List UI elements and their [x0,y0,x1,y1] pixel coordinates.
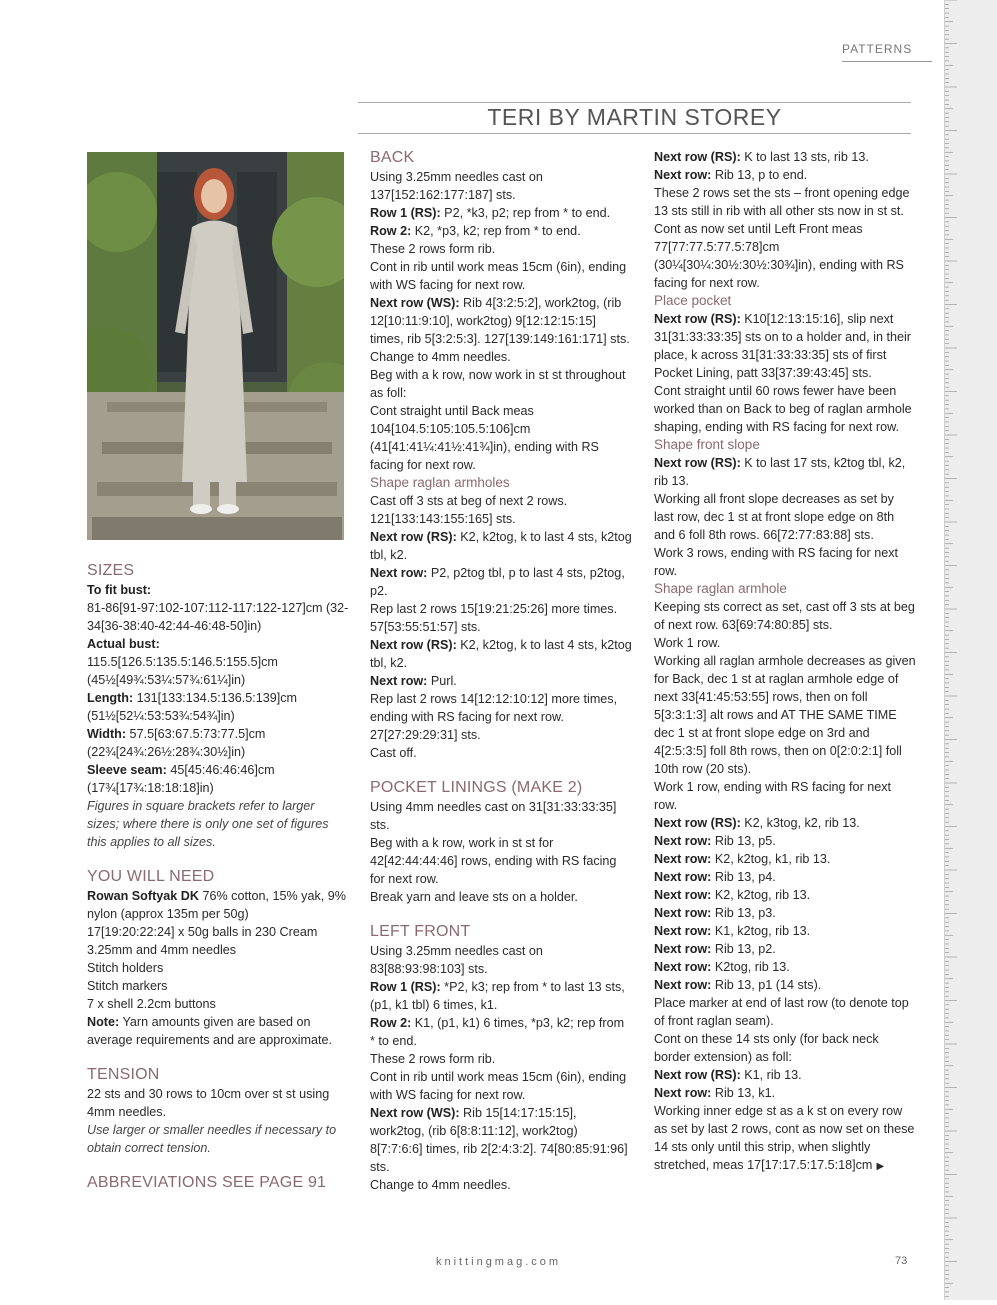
heading-pocket-linings: POCKET LININGS (MAKE 2) [370,779,583,796]
ruler [944,0,997,1300]
page-number: 73 [895,1255,908,1267]
right-column: Next row (RS): K to last 13 sts, rib 13. Next row: Rib 13, p to end. These 2 rows set the sts – front opening edge 13 sts still in rib with all other sts now in st st. Cont as now set until Left Front meas 77[77:77.5:77.5:78]cm (30¼[30¼:30½:30½:30¾]in), ending with RS facing for next row. Place pocket Next row (RS): K10[12:13:15:16], slip next 31[31:33:33:35] sts on to a holder and, in their place, k across 31[31:33:33:35] sts of first Pocket Lining, patt 33[37:39:43:45] sts. Cont straight until 60 rows fewer have been worked than on Back to beg of raglan armhole shaping, ending with RS facing for next row. Shape front slope Next row (RS): K to last 17 sts, k2tog tbl, k2, rib 13. Working all front slope decreases as set by last row, dec 1 st at front slope edge on 8th and 6 foll 8th rows. 66[72:77:83:88] sts. Work 3 rows, ending with RS facing for next row. Shape raglan armhole Keeping sts correct as set, cast off 3 sts at beg of next row. 63[69:74:80:85] sts. Work 1 row. Working all raglan armhole decreases as given for Back, dec 1 st at raglan armhole edge of next 33[41:45:53:55] rows, then on foll 5[3:3:1:3] alt rows and AT THE SAME TIME dec 1 st at front slope edge on 3rd and 4[2:5:3:5] foll 8th rows, then on 0[2:0:2:1] foll 10th row (20 sts). Work 1 row, ending with RS facing for next row. Next row (RS): K2, k3tog, k2, rib 13. Next row: Rib 13, p5. Next row: K2, k2tog, k1, rib 13. Next row: Rib 13, p4. Next row: K2, k2tog, rib 13. Next row: Rib 13, p3. Next row: K1, k2tog, rib 13. Next row: Rib 13, p2. Next row: K2tog, rib 13. Next row: Rib 13, p1 (14 sts). Place marker at end of last row (to denote top of front raglan seam). Cont on these 14 sts only (for back neck border extension) as foll: Next row (RS): K1, rib 13. Next row: Rib 13, k1. Working inner edge st as a k st on every row as set by last 2 rows, cont as now set on these 14 sts only until this strip, when slightly stretched, meas 17[17:17.5:17.5:18]cm ▶ [654,150,916,1172]
subheading-raglan: Shape raglan armholes [370,475,510,490]
heading-abbreviations: ABBREVIATIONS SEE PAGE 91 [87,1174,327,1191]
heading-tension: TENSION [87,1066,160,1083]
page-title: TERI BY MARTIN STOREY [487,104,782,130]
heading-you-will-need: YOU WILL NEED [87,868,215,885]
subheading-front-slope: Shape front slope [654,437,760,452]
continue-arrow-icon: ▶ [876,1161,885,1172]
divider [358,133,911,134]
section-tag: PATTERNS [842,42,913,56]
heading-sizes: SIZES [87,562,135,579]
subheading-raglan-armhole: Shape raglan armhole [654,581,787,596]
model-photo [87,152,344,540]
divider [358,102,911,103]
heading-back: BACK [370,149,415,166]
subheading-place-pocket: Place pocket [654,293,732,308]
middle-column: BACK Using 3.25mm needles cast on 137[152:162:177:187] sts. Row 1 (RS): P2, *k3, p2; rep from * to end. Row 2: K2, *p3, k2; rep from * to end. These 2 rows form rib. Cont in rib until work meas 15cm (6in), ending with WS facing for next row. Next row (WS): Rib 4[3:2:5:2], work2tog, (rib 12[10:11:9:10], work2tog) 9[12:12:15:15] times, rib 5[3:2:5:3]. 127[139:149:161:171] sts. Change to 4mm needles. Beg with a k row, now work in st st throughout as foll: Cont straight until Back meas 104[104.5:105:105.5:106]cm (41[41:41¼:41½:41¾]in), ending with RS facing for next row. Shape raglan armholes Cast off 3 sts at beg of next 2 rows. 121[133:143:155:165] sts. Next row (RS): K2, k2tog, k to last 4 sts, k2tog tbl, k2. Next row: P2, p2tog tbl, p to last 4 sts, p2tog, p2. Rep last 2 rows 15[19:21:25:26] more times. 57[53:55:51:57] sts. Next row (RS): K2, k2tog, k to last 4 sts, k2tog tbl, k2. Next row: Purl. Rep last 2 rows 14[12:12:10:12] more times, ending with RS facing for next row. 27[27:29:29:31] sts. Cast off. POCKET LININGS (MAKE 2) Using 4mm needles cast on 31[31:33:33:35] sts. Beg with a k row, work in st st for 42[42:44:44:46] rows, ending with RS facing for next row. Break yarn and leave sts on a holder. LEFT FRONT Using 3.25mm needles cast on 83[88:93:98:103] sts. Row 1 (RS): *P2, k3; rep from * to last 13 sts, (p1, k1 tbl) 6 times, k1. Row 2: K1, (p1, k1) 6 times, *p3, k2; rep from * to end. These 2 rows form rib. Cont in rib until work meas 15cm (6in), ending with WS facing for next row. Next row (WS): Rib 15[14:17:15:15], work2tog, (rib 6[8:8:11:12], work2tog) 8[7:7:6:6] times, rib 2[2:4:3:2]. 74[80:85:91:96] sts. Change to 4mm needles. [370,149,632,1192]
divider [842,61,932,62]
footer-site: knittingmag.com [435,1256,562,1268]
heading-left-front: LEFT FRONT [370,923,471,940]
left-column: SIZES To fit bust: 81-86[91-97:102-107:112-117:122-127]cm (32-34[36-38:40-42:44-46:48-50]in) Actual bust: 115.5[126.5:135.5:146.5:155.5]cm (45½[49¾:53¼:57¾:61¼]in) Length: 131[133:134.5:136.5:139]cm (51½[52¼:53:53¾:54¾]in) Width: 57.5[63:67.5:73:77.5]cm (22¾[24¾:26½:28¾:30½]in) Sleeve seam: 45[45:46:46:46]cm (17¾[17¾:18:18:18]in) Figures in square brackets refer to larger sizes; where there is only one set of figures this applies to all sizes. YOU WILL NEED Rowan Softyak DK 76% cotton, 15% yak, 9% nylon (approx 135m per 50g) 17[19:20:22:24] x 50g balls in 230 Cream 3.25mm and 4mm needles Stitch holders Stitch markers 7 x shell 2.2cm buttons Note: Yarn amounts given are based on average requirements and are approximate. TENSION 22 sts and 30 rows to 10cm over st st using 4mm needles. Use larger or smaller needles if necessary to obtain correct tension. ABBREVIATIONS SEE PAGE 91 [87,562,349,1191]
